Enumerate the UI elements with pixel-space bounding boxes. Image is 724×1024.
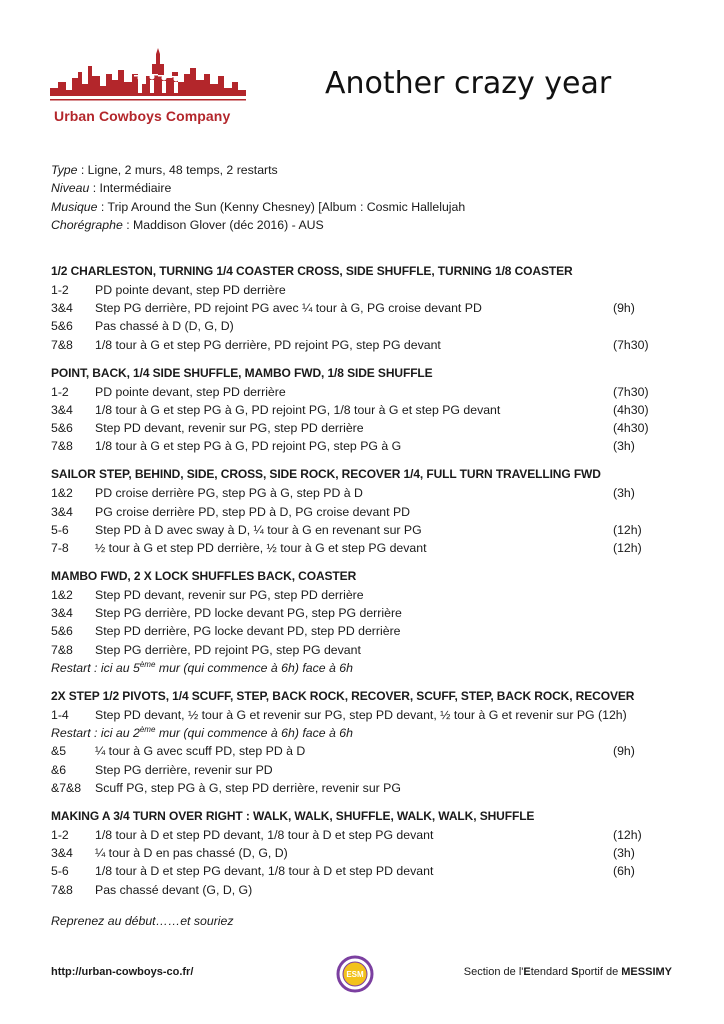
section-6 [51, 807, 671, 899]
esm-badge-icon [336, 955, 374, 993]
section-title: MAMBO FWD, 2 X LOCK SHUFFLES BACK, COASTER [51, 569, 357, 584]
section-2 [51, 364, 671, 456]
section-3 [51, 465, 671, 557]
page-title: Another crazy year [325, 66, 612, 101]
step-row: 1-2 1/8 tour à D et step PD devant, 1/8 tour à D et step PG devant (12h) [51, 827, 642, 842]
step-row: 7-8 ½ tour à G et step PD derrière, ½ tour à G et step PG devant (12h) [51, 540, 642, 555]
step-row: 3&4 Step PG derrière, PD locke devant PG, step PG derrière [51, 606, 402, 621]
section-4 [51, 567, 671, 677]
info-choreographer: Chorégraphe : Maddison Glover (déc 2016) - AUS [51, 218, 324, 233]
section-5 [51, 687, 671, 797]
step-row: 7&8 1/8 tour à G et step PG derrière, PD rejoint PG, step PG devant (7h30) [51, 337, 649, 352]
step-row: &5 ¼ tour à G avec scuff PD, step PD à D (9h) [51, 744, 635, 759]
section-1 [51, 262, 671, 354]
step-row: 5&6 Pas chassé à D (D, G, D) [51, 319, 234, 334]
step-row: 1-4 Step PD devant, ½ tour à G et revenir sur PG, step PD devant, ½ tour à G et revenir sur PG (12h) [51, 707, 627, 722]
city-skyline-icon [50, 48, 246, 96]
section-title: 1/2 CHARLESTON, TURNING 1/4 COASTER CROSS, SIDE SHUFFLE, TURNING 1/8 COASTER [51, 264, 573, 278]
logo-name: Urban Cowboys Company [54, 108, 231, 124]
info-level: Niveau : Intermédiaire [51, 181, 172, 196]
step-row: &7&8 Scuff PG, step PG à G, step PD derrière, revenir sur PG [51, 780, 401, 795]
restart-note: Restart : ici au 2ème mur (qui commence à 6h) face à 6h [51, 725, 353, 741]
step-row: 5&6 Step PD devant, revenir sur PG, step PD derrière (4h30) [51, 421, 649, 436]
footer-organization: Section de l'Etendard Sportif de MESSIMY [463, 966, 672, 978]
step-row: 1-2 PD pointe devant, step PD derrière (7h30) [51, 384, 649, 399]
section-title: MAKING A 3/4 TURN OVER RIGHT : WALK, WALK, SHUFFLE, WALK, WALK, SHUFFLE [51, 809, 535, 823]
step-row: 7&8 Step PG derrière, PD rejoint PG, step PG devant [51, 642, 361, 657]
section-title: 2X STEP 1/2 PIVOTS, 1/4 SCUFF, STEP, BACK ROCK, RECOVER, SCUFF, STEP, BACK ROCK, RECOVER [51, 689, 635, 704]
step-row: 1&2 PD croise derrière PG, step PG à G, step PD à D (3h) [51, 486, 635, 501]
step-row: 1&2 Step PD devant, revenir sur PG, step PD derrière [51, 588, 364, 603]
info-music: Musique : Trip Around the Sun (Kenny Chesney) [Album : Cosmic Hallelujah [51, 199, 466, 214]
step-row: 1-2 PD pointe devant, step PD derrière [51, 282, 286, 297]
info-type: Type : Ligne, 2 murs, 48 temps, 2 restarts [51, 163, 278, 177]
step-sections [51, 262, 671, 909]
step-row: 7&8 1/8 tour à G et step PG à G, PD rejoint PG, step PG à G (3h) [51, 439, 635, 454]
step-row: 3&4 Step PG derrière, PD rejoint PG avec ¼ tour à G, PG croise devant PD (9h) [51, 301, 635, 316]
logo-underline [50, 99, 246, 101]
restart-note: Restart : ici au 5ème mur (qui commence à 6h) face à 6h [51, 659, 353, 675]
closing-line: Reprenez au début……et souriez [51, 914, 234, 928]
step-row: 3&4 1/8 tour à G et step PG à G, PD rejoint PG, 1/8 tour à G et step PG devant (4h30) [51, 402, 649, 417]
footer-url[interactable]: http://urban-cowboys-co.fr/ [51, 966, 194, 978]
step-row: 3&4 ¼ tour à D en pas chassé (D, G, D) (3h) [51, 846, 635, 861]
section-title: SAILOR STEP, BEHIND, SIDE, CROSS, SIDE ROCK, RECOVER 1/4, FULL TURN TRAVELLING FWD [51, 467, 601, 482]
step-row: 3&4 PG croise derrière PD, step PD à D, PG croise devant PD [51, 504, 411, 519]
badge-label: ESM [346, 970, 364, 979]
dance-info [51, 161, 465, 235]
step-row: 5&6 Step PD derrière, PG locke devant PD, step PD derrière [51, 624, 401, 639]
step-row: 7&8 Pas chassé devant (G, D, G) [51, 882, 253, 897]
section-title: POINT, BACK, 1/4 SIDE SHUFFLE, MAMBO FWD, 1/8 SIDE SHUFFLE [51, 365, 433, 380]
step-row: 5-6 Step PD à D avec sway à D, ¼ tour à G en revenant sur PG (12h) [51, 522, 642, 537]
step-row: &6 Step PG derrière, revenir sur PD [51, 762, 273, 777]
step-row: 5-6 1/8 tour à D et step PG devant, 1/8 tour à D et step PD devant (6h) [51, 864, 635, 879]
